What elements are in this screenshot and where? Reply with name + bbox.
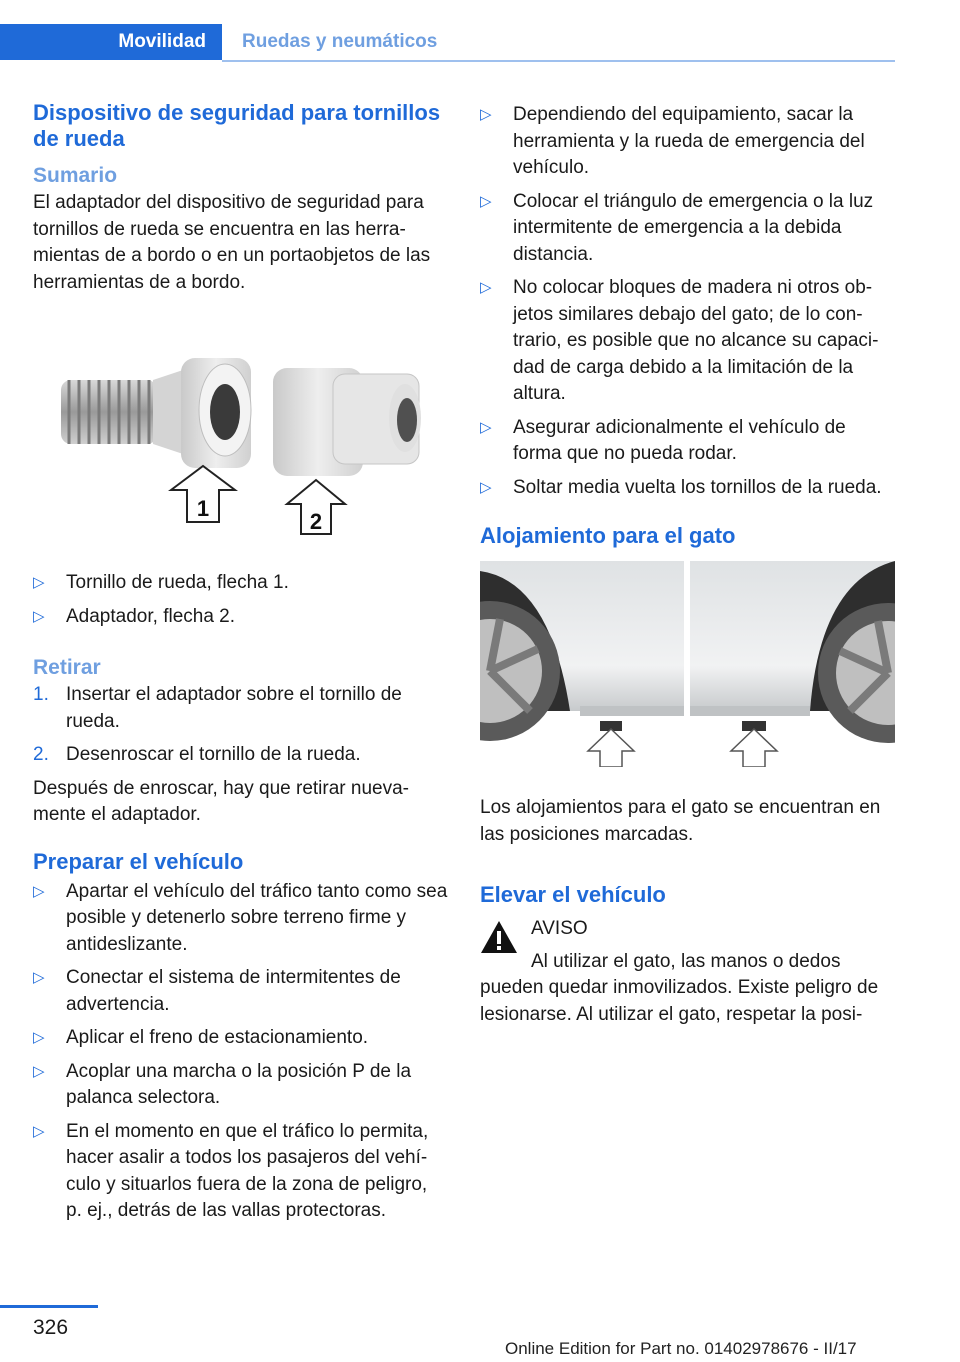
tab-movilidad[interactable]: Movilidad	[0, 24, 222, 60]
list-item: 1. Insertar el adaptador sobre el tornillo de rueda.	[33, 684, 402, 732]
svg-text:2: 2	[309, 509, 323, 534]
triangle-right-icon: ▷	[33, 1122, 45, 1140]
triangle-right-icon: ▷	[33, 969, 45, 986]
jack-points-figure	[480, 561, 895, 767]
wheel-bolt-figure	[33, 340, 448, 550]
triangle-right-icon: ▷	[33, 882, 45, 900]
warning-block	[480, 916, 896, 1028]
triangle-right-icon: ▷	[480, 106, 492, 123]
list-item: ▷ Acoplar una marcha o la posición P de la palanca selectora.	[33, 1060, 412, 1108]
list-item: ▷ Apartar el vehículo del tráfico tanto como sea posible y detenerlo sobre terreno firme y antideslizante.	[33, 880, 448, 955]
warning-text-cont: pueden quedar inmovilizados. Existe peligro de lesionarse. Al utilizar el gato, respetar la posi-	[480, 977, 879, 1025]
bolt-icon	[61, 358, 251, 468]
warning-triangle-icon	[480, 920, 518, 954]
list-item: ▷ Tornillo de rueda, flecha 1.	[33, 570, 448, 597]
preparar-heading: Preparar el vehículo	[33, 848, 244, 874]
elevar-heading: Elevar el vehículo	[480, 882, 666, 907]
warning-text: Al utilizar el gato, las manos o dedos	[531, 950, 841, 972]
triangle-right-icon: ▷	[480, 279, 492, 296]
arrow-2-icon	[287, 480, 345, 534]
section-title: Dispositivo de seguridad para tornillos de rueda	[33, 100, 441, 151]
list-item: ▷ Conectar el sistema de intermitentes de advertencia.	[33, 967, 401, 1015]
retirar-note: Después de enroscar, hay que retirar nuevamente el adaptador.	[33, 777, 409, 825]
sumario-list	[33, 570, 448, 630]
alojamiento-text: Los alojamientos para el gato se encuentran en las posiciones marcadas.	[480, 797, 881, 845]
left-column	[33, 100, 448, 1232]
header-rule	[222, 60, 895, 62]
alojamiento-heading: Alojamiento para el gato	[480, 523, 736, 548]
triangle-right-icon: ▷	[33, 574, 45, 591]
list-item: ▷ Asegurar adicionalmente el vehículo de forma que no pueda rodar.	[480, 416, 846, 464]
warning-title: AVISO	[531, 918, 588, 939]
list-item: ▷ Colocar el triángulo de emergencia o la luz intermitente de emergencia a la debida distancia.	[480, 190, 874, 265]
retirar-heading: Retirar	[33, 656, 101, 679]
tab-ruedas-neumaticos[interactable]: Ruedas y neumáticos	[242, 31, 438, 52]
triangle-right-icon: ▷	[33, 1029, 45, 1046]
sumario-heading: Sumario	[33, 164, 118, 187]
page-header	[0, 24, 895, 62]
right-column	[480, 102, 896, 1028]
car-side-left-icon	[480, 561, 684, 741]
footer-rule	[0, 1305, 98, 1308]
svg-text:1: 1	[196, 496, 210, 521]
triangle-right-icon: ▷	[480, 418, 492, 436]
list-item: 2. Desenroscar el tornillo de la rueda.	[33, 744, 361, 765]
triangle-right-icon: ▷	[33, 1062, 45, 1080]
list-item: ▷ No colocar bloques de madera ni otros objetos similares debajo del gato; de lo contrario, es posible que no alcance su capacidad de carga debido a la limitación de la altura.	[480, 277, 879, 404]
retirar-steps	[33, 682, 448, 769]
page-number: 326	[33, 1316, 69, 1339]
list-item: ▷ En el momento en que el tráfico lo permita, hacer asalir a todos los pasajeros del vehículo y situarlos fuera de la zona de peligro, p. ej., detrás de las vallas protectoras.	[33, 1120, 429, 1221]
triangle-right-icon: ▷	[33, 607, 45, 625]
car-side-right-icon	[690, 561, 895, 743]
list-item: ▷ Soltar media vuelta los tornillos de la rueda.	[480, 475, 896, 502]
preparar-list	[33, 879, 448, 1225]
edition-label: Online Edition for Part no. 01402978676 - II/17	[505, 1339, 857, 1358]
preparar-list-continued	[480, 102, 896, 501]
list-item: ▷ Dependiendo del equipamiento, sacar la herramienta y la rueda de emergencia del vehículo.	[480, 104, 865, 178]
list-item: ▷ Adaptador, flecha 2.	[33, 604, 448, 631]
triangle-right-icon: ▷	[480, 192, 492, 210]
sumario-text: El adaptador del dispositivo de seguridad para tornillos de rueda se encuentra en las herramientas de a bordo o en un portaobjetos de las herramientas de a bordo.	[33, 192, 431, 293]
list-item: ▷ Aplicar el freno de estacionamiento.	[33, 1025, 448, 1052]
adapter-icon	[273, 368, 421, 476]
triangle-right-icon: ▷	[480, 478, 492, 496]
arrow-1-icon	[171, 466, 235, 522]
